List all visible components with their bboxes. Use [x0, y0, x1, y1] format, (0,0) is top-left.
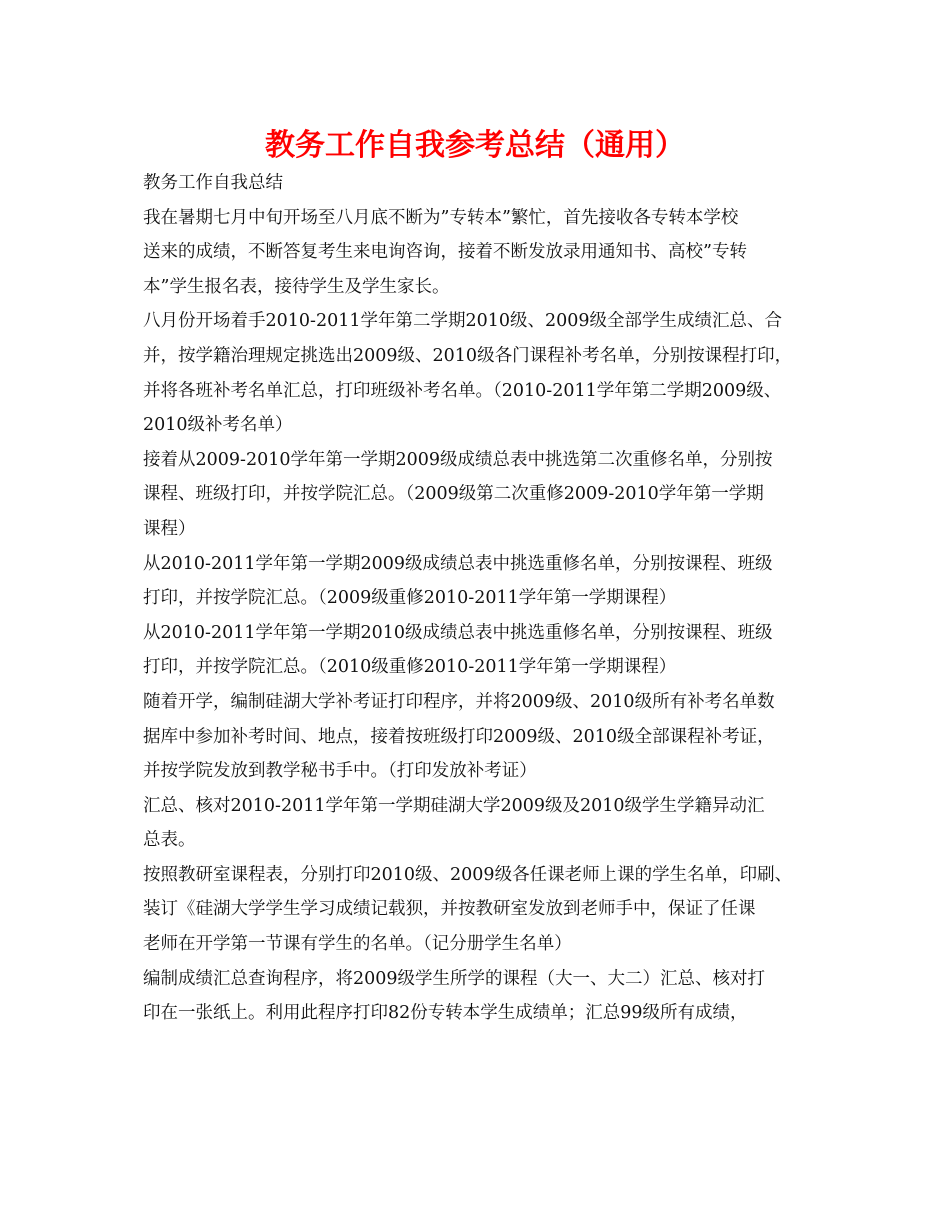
text-line: 总表。	[143, 830, 196, 851]
text-line: 随着开学，编制硅湖大学补考证打印程序，并将2009级、2010级所有补考名单数	[143, 691, 775, 712]
text-line: 送来的成绩，不断答复考生来电询咨询，接着不断发放录用通知书、高校”专转	[143, 242, 747, 263]
text-line: 2010级补考名单）	[143, 415, 293, 436]
text-line: 印在一张纸上。利用此程序打印82份专转本学生成绩单；汇总99级所有成绩，	[143, 1003, 748, 1024]
text-line: 打印，并按学院汇总。（2009级重修2010-2011学年第一学期课程）	[143, 588, 677, 609]
text-line: 汇总、核对2010-2011学年第一学期硅湖大学2009级及2010级学生学籍异动汇	[143, 795, 765, 816]
text-line: 按照教研室课程表，分别打印2010级、2009级各任课老师上课的学生名单，印刷、	[143, 864, 793, 885]
text-line: 并将各班补考名单汇总，打印班级补考名单。（2010-2011学年第二学期2009级、	[143, 380, 782, 401]
text-line: 教务工作自我总结	[143, 173, 283, 193]
document-title: 教务工作自我参考总结（通用）	[265, 128, 685, 163]
text-line: 我在暑期七月中旬开场至八月底不断为”专转本”繁忙，首先接收各专转本学校	[143, 207, 739, 228]
text-line: 并按学院发放到教学秘书手中。（打印发放补考证）	[143, 761, 537, 782]
text-line: 装订《硅湖大学学生学习成绩记载狈，并按教研室发放到老师手中，保证了任课	[143, 899, 756, 920]
text-line: 打印，并按学院汇总。（2010级重修2010-2011学年第一学期课程）	[143, 657, 677, 678]
text-line: 并，按学籍治理规定挑选出2009级、2010级各门课程补考名单，分别按课程打印，	[143, 345, 793, 366]
text-line: 老师在开学第一节课有学生的名单。（记分册学生名单）	[143, 934, 572, 955]
text-line: 据库中参加补考时间、地点，接着按班级打印2009级、2010级全部课程补考证，	[143, 726, 775, 747]
text-line: 课程）	[143, 518, 196, 539]
text-line: 课程、班级打印，并按学院汇总。（2009级第二次重修2009-2010学年第一学期	[143, 484, 764, 505]
text-line: 从2010-2011学年第一学期2009级成绩总表中挑选重修名单，分别按课程、班级	[143, 553, 773, 574]
document-body	[143, 166, 833, 1031]
text-line: 本”学生报名表，接待学生及学生家长。	[143, 276, 450, 297]
text-line: 从2010-2011学年第一学期2010级成绩总表中挑选重修名单，分别按课程、班级	[143, 622, 773, 643]
text-line: 编制成绩汇总查询程序，将2009级学生所学的课程（大一、大二）汇总、核对打	[143, 968, 766, 989]
text-line: 八月份开场着手2010-2011学年第二学期2010级、2009级全部学生成绩汇总、合	[143, 311, 783, 332]
text-line: 接着从2009-2010学年第一学期2009级成绩总表中挑选第二次重修名单，分别按	[143, 449, 773, 470]
